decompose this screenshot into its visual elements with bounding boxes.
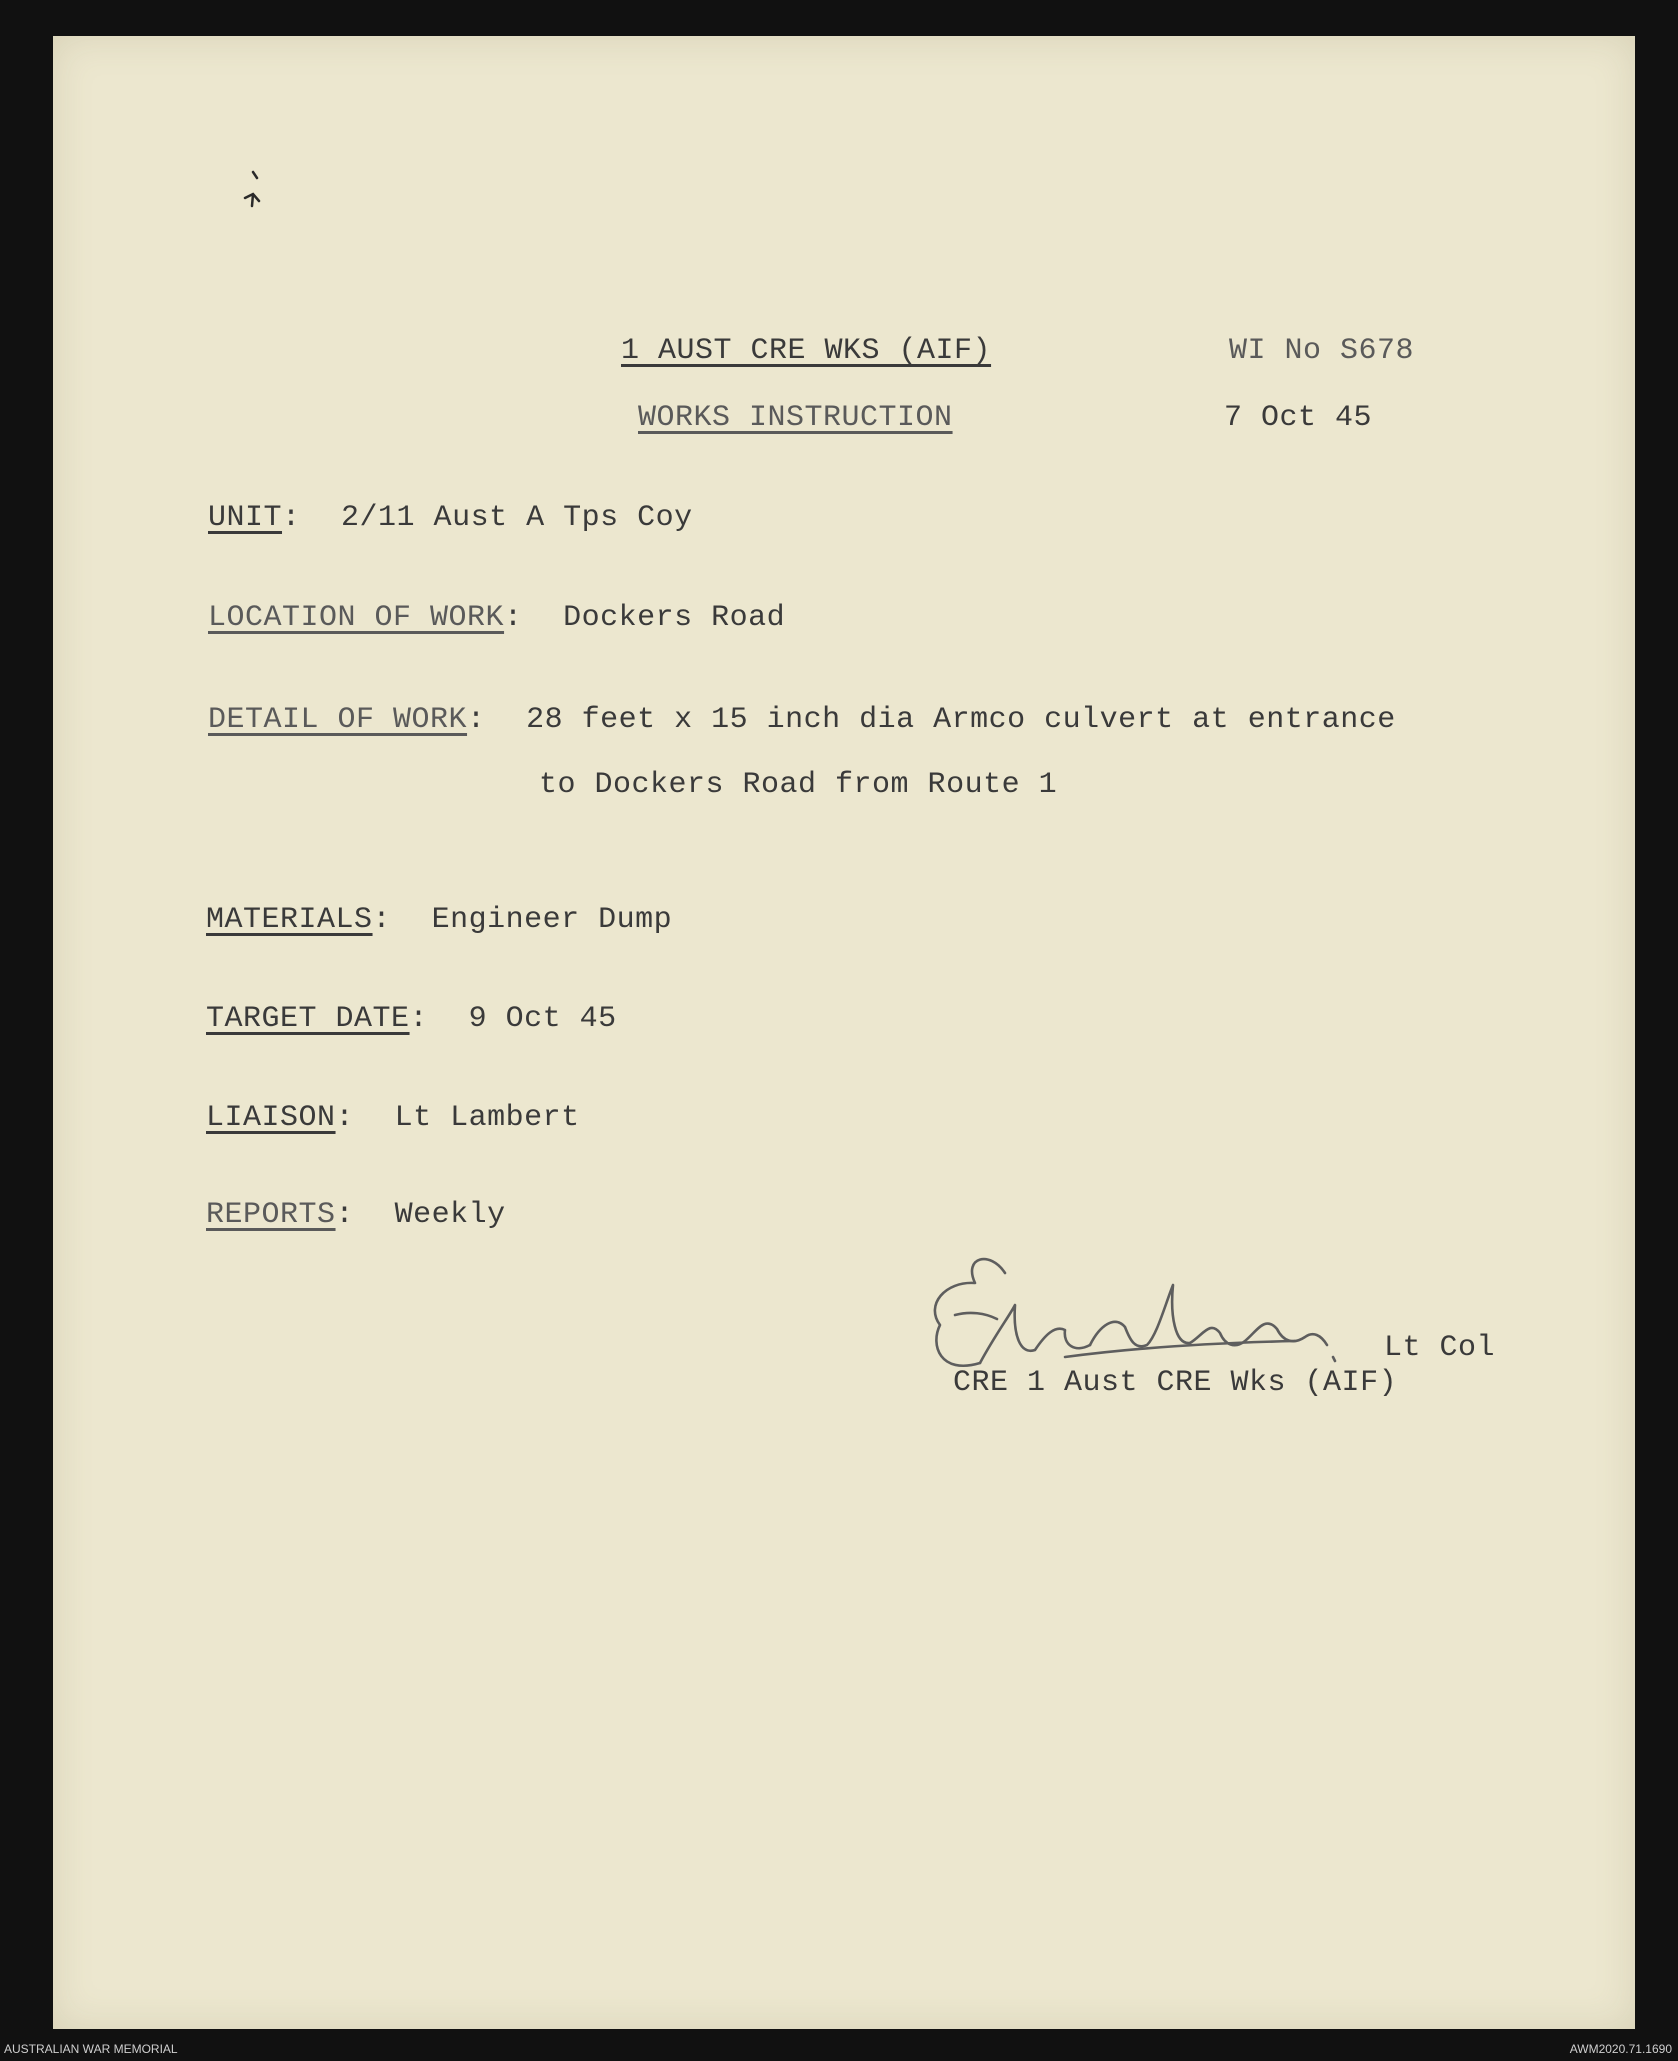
- detail-label: DETAIL OF WORK: [208, 703, 468, 737]
- target-date-label: TARGET DATE: [206, 1002, 410, 1036]
- reports-value: Weekly: [394, 1198, 506, 1232]
- signatory-rank: Lt Col: [1384, 1331, 1496, 1365]
- unit-value: 2/11 Aust A Tps Coy: [341, 501, 693, 535]
- signatory-title: CRE 1 Aust CRE Wks (AIF): [953, 1366, 1398, 1400]
- liaison-label: LIAISON: [206, 1101, 336, 1135]
- liaison-value: Lt Lambert: [394, 1101, 580, 1135]
- unit-label: UNIT: [208, 501, 283, 535]
- materials-label: MATERIALS: [206, 903, 373, 937]
- reference-number: WI No S678: [1229, 334, 1415, 368]
- liaison-row: [206, 1101, 580, 1135]
- reports-label: REPORTS: [206, 1198, 336, 1232]
- materials-row: [206, 903, 672, 937]
- reports-row: [206, 1198, 506, 1232]
- target-date-colon: :: [409, 1002, 429, 1036]
- reports-colon: :: [335, 1198, 355, 1232]
- detail-colon: :: [467, 703, 486, 737]
- footer-institution: AUSTRALIAN WAR MEMORIAL: [4, 2042, 178, 2056]
- detail-row: [208, 703, 1396, 737]
- unit-title-heading: 1 AUST CRE WKS (AIF): [621, 334, 992, 368]
- unit-row: [208, 501, 693, 535]
- target-date-row: [206, 1002, 617, 1036]
- paper-blemish-mark: [233, 168, 273, 213]
- footer-accession-number: AWM2020.71.1690: [1569, 2042, 1672, 2056]
- document-type-heading: WORKS INSTRUCTION: [638, 401, 953, 435]
- handwritten-signature: [885, 1245, 1345, 1385]
- location-label: LOCATION OF WORK: [208, 601, 505, 635]
- materials-value: Engineer Dump: [431, 903, 673, 937]
- detail-value-line2: to Dockers Road from Route 1: [539, 768, 1058, 802]
- location-colon: :: [504, 601, 523, 635]
- detail-value-line1: 28 feet x 15 inch dia Armco culvert at entrance: [526, 703, 1396, 737]
- liaison-colon: :: [335, 1101, 355, 1135]
- unit-colon: :: [282, 501, 301, 535]
- target-date-value: 9 Oct 45: [468, 1002, 617, 1036]
- materials-colon: :: [372, 903, 392, 937]
- location-row: [208, 601, 785, 635]
- location-value: Dockers Road: [563, 601, 786, 635]
- document-date: 7 Oct 45: [1224, 401, 1373, 435]
